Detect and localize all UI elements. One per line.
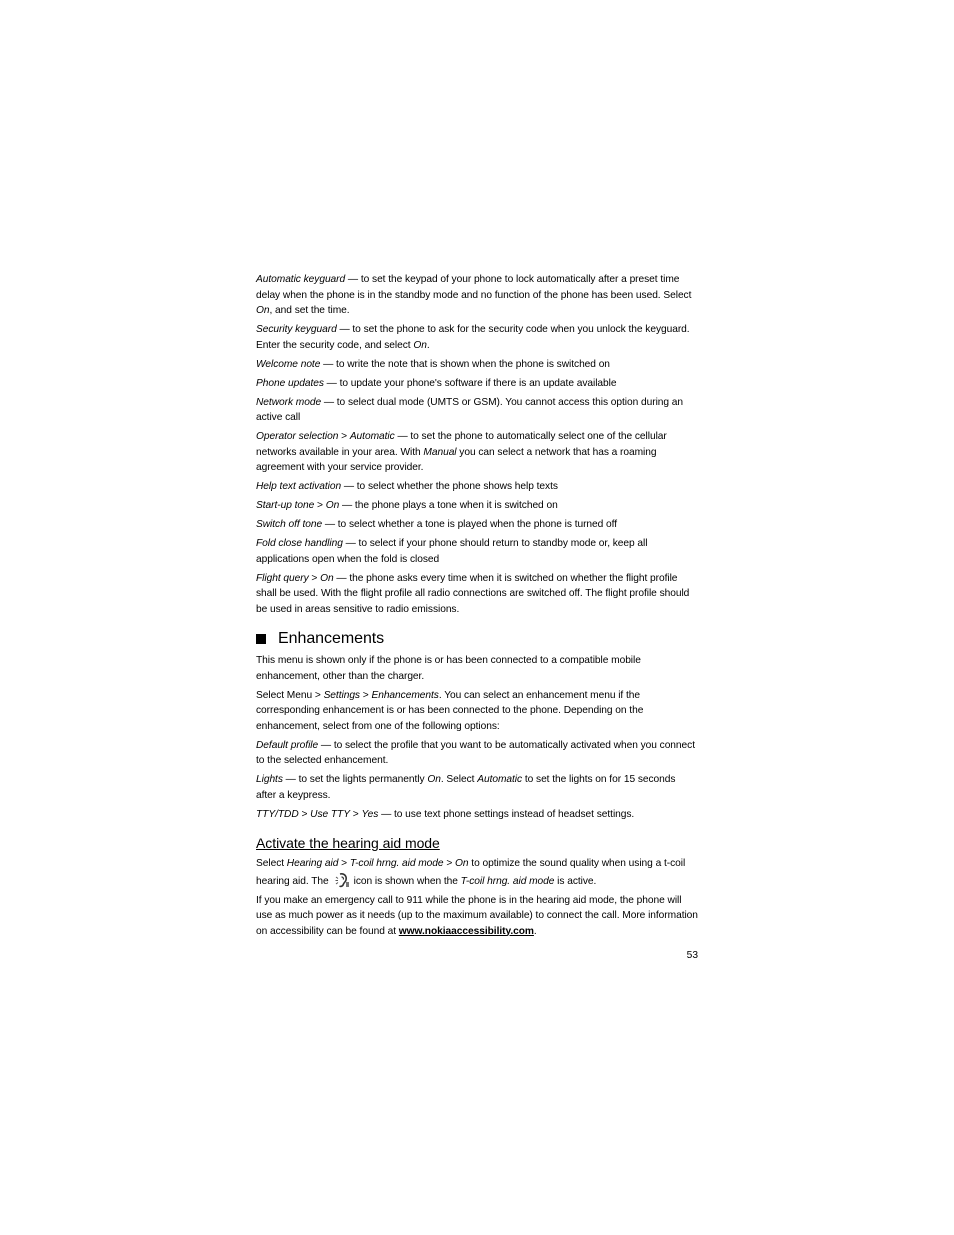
page-content [256,272,698,943]
hearing-aid-instructions: Select Hearing aid > T-coil hrng. aid mode > On to optimize the sound quality when using a t-coil hearing aid. The icon is shown when the T-coil hrng. aid mode is active. [256,858,686,887]
setting-flight-query: Flight query > On — the phone asks every time when it is switched on whether the flight profile shall be used. With the flight profile all radio connections are switched off. The flight profile should be used in areas sensitive to radio emissions. [256,572,690,615]
enhancement-default-profile: Default profile — to select the profile that you want to be automatically activated when you connect to the selected enhancement. [256,739,695,766]
hearing-aid-heading: Activate the hearing aid mode [256,835,440,851]
enhancements-title: Enhancements [278,630,385,647]
enhancement-lights: Lights — to set the lights permanently On. Select Automatic to set the lights on for 15 seconds after a keypress. [256,774,676,801]
page-number: 53 [686,950,698,961]
setting-automatic-keyguard: Automatic keyguard — to set the keypad of your phone to lock automatically after a preset time delay when the phone is in the standby mode and no function of the phone has been used. Select On, and set the time. [256,274,692,316]
enhancements-intro: This menu is shown only if the phone is or has been connected to a compatible mobile enhancement, other than the charger. [256,655,641,682]
enhancements-heading [256,629,698,649]
setting-fold-close-handling: Fold close handling — to select if your phone should return to standby mode or, keep all applications open when the fold is closed [256,538,648,565]
section-bullet-icon [256,634,266,644]
setting-help-text-activation: Help text activation — to select whether the phone shows help texts [256,481,558,492]
setting-network-mode: Network mode — to select dual mode (UMTS or GSM). You cannot access this option during an active call [256,396,684,423]
enhancements-select-path: Select Menu > Settings > Enhancements. You can select an enhancement menu if the corresponding enhancement is or has been connected to the phone. Depending on the enhancement, select from one of the following options: [256,689,644,732]
accessibility-link[interactable]: www.nokiaaccessibility.com [398,925,534,937]
hearing-aid-emergency-note: If you make an emergency call to 911 while the phone is in the hearing aid mode, the phone will use as much power as it needs (up to the maximum available) to connect the call. More information on accessibility can be found at www.nokiaaccessibility.com. [256,894,698,937]
setting-security-keyguard: Security keyguard — to set the phone to ask for the security code when you unlock the keyguard. Enter the security code, and select On. [256,324,690,351]
setting-switch-off-tone: Switch off tone — to select whether a tone is played when the phone is turned off [256,519,618,530]
enhancement-tty: TTY/TDD > Use TTY > Yes — to use text phone settings instead of headset settings. [256,808,635,820]
setting-phone-updates: Phone updates — to update your phone's software if there is an update available [256,377,617,389]
setting-welcome-note: Welcome note — to write the note that is shown when the phone is switched on [256,358,610,370]
setting-operator-selection: Operator selection > Automatic — to set the phone to automatically select one of the cellular networks available in your area. With Manual you can select a network that has a roaming agreement with your service provider. [256,431,667,473]
setting-start-up-tone: Start-up tone > On — the phone plays a tone when it is switched on [256,500,558,511]
hearing-aid-icon [333,872,351,888]
